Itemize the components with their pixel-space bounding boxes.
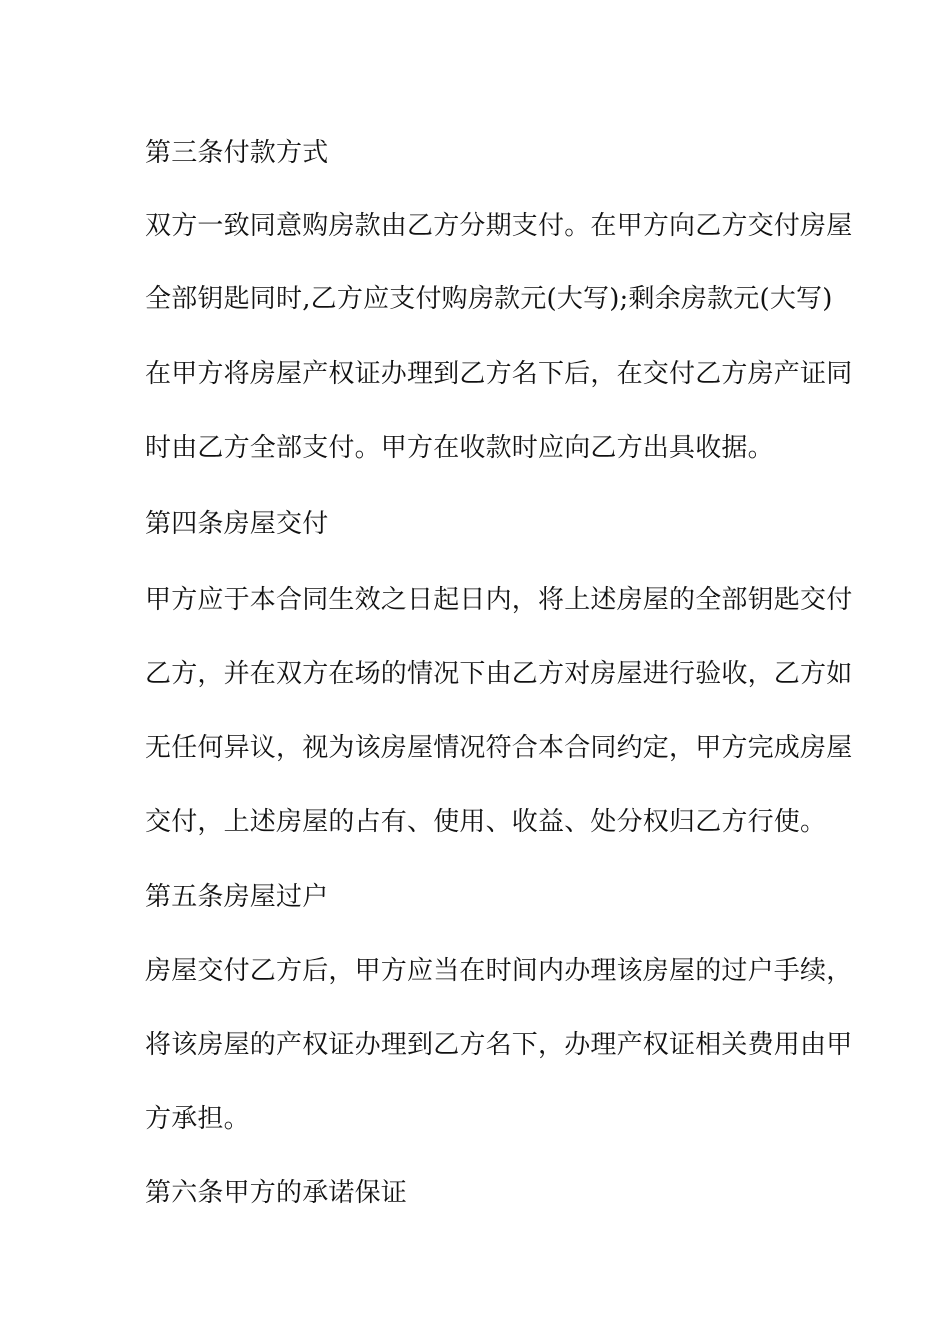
section-heading-transfer: 第五条房屋过户	[145, 882, 329, 912]
paragraph-line: 将该房屋的产权证办理到乙方名下，办理产权证相关费用由甲	[145, 1030, 853, 1060]
paragraph-line: 时由乙方全部支付。甲方在收款时应向乙方出具收据。	[145, 433, 774, 463]
section-heading-delivery: 第四条房屋交付	[145, 509, 329, 539]
paragraph-line: 房屋交付乙方后，甲方应当在时间内办理该房屋的过户手续，	[145, 956, 853, 986]
paragraph-line: 双方一致同意购房款由乙方分期支付。在甲方向乙方交付房屋	[145, 211, 853, 241]
paragraph-line: 无任何异议，视为该房屋情况符合本合同约定，甲方完成房屋	[145, 733, 853, 763]
paragraph-line: 甲方应于本合同生效之日起日内，将上述房屋的全部钥匙交付	[145, 585, 853, 615]
paragraph-line: 在甲方将房屋产权证办理到乙方名下后，在交付乙方房产证同	[145, 359, 853, 389]
paragraph-line: 乙方，并在双方在场的情况下由乙方对房屋进行验收，乙方如	[145, 659, 853, 689]
paragraph-line: 方承担。	[145, 1104, 250, 1134]
section-heading-warranty: 第六条甲方的承诺保证	[145, 1178, 408, 1208]
section-heading-payment: 第三条付款方式	[145, 138, 329, 168]
paragraph-line: 全部钥匙同时,乙方应支付购房款元(大写);剩余房款元(大写)	[145, 284, 833, 314]
paragraph-line: 交付，上述房屋的占有、使用、收益、处分权归乙方行使。	[145, 807, 827, 837]
